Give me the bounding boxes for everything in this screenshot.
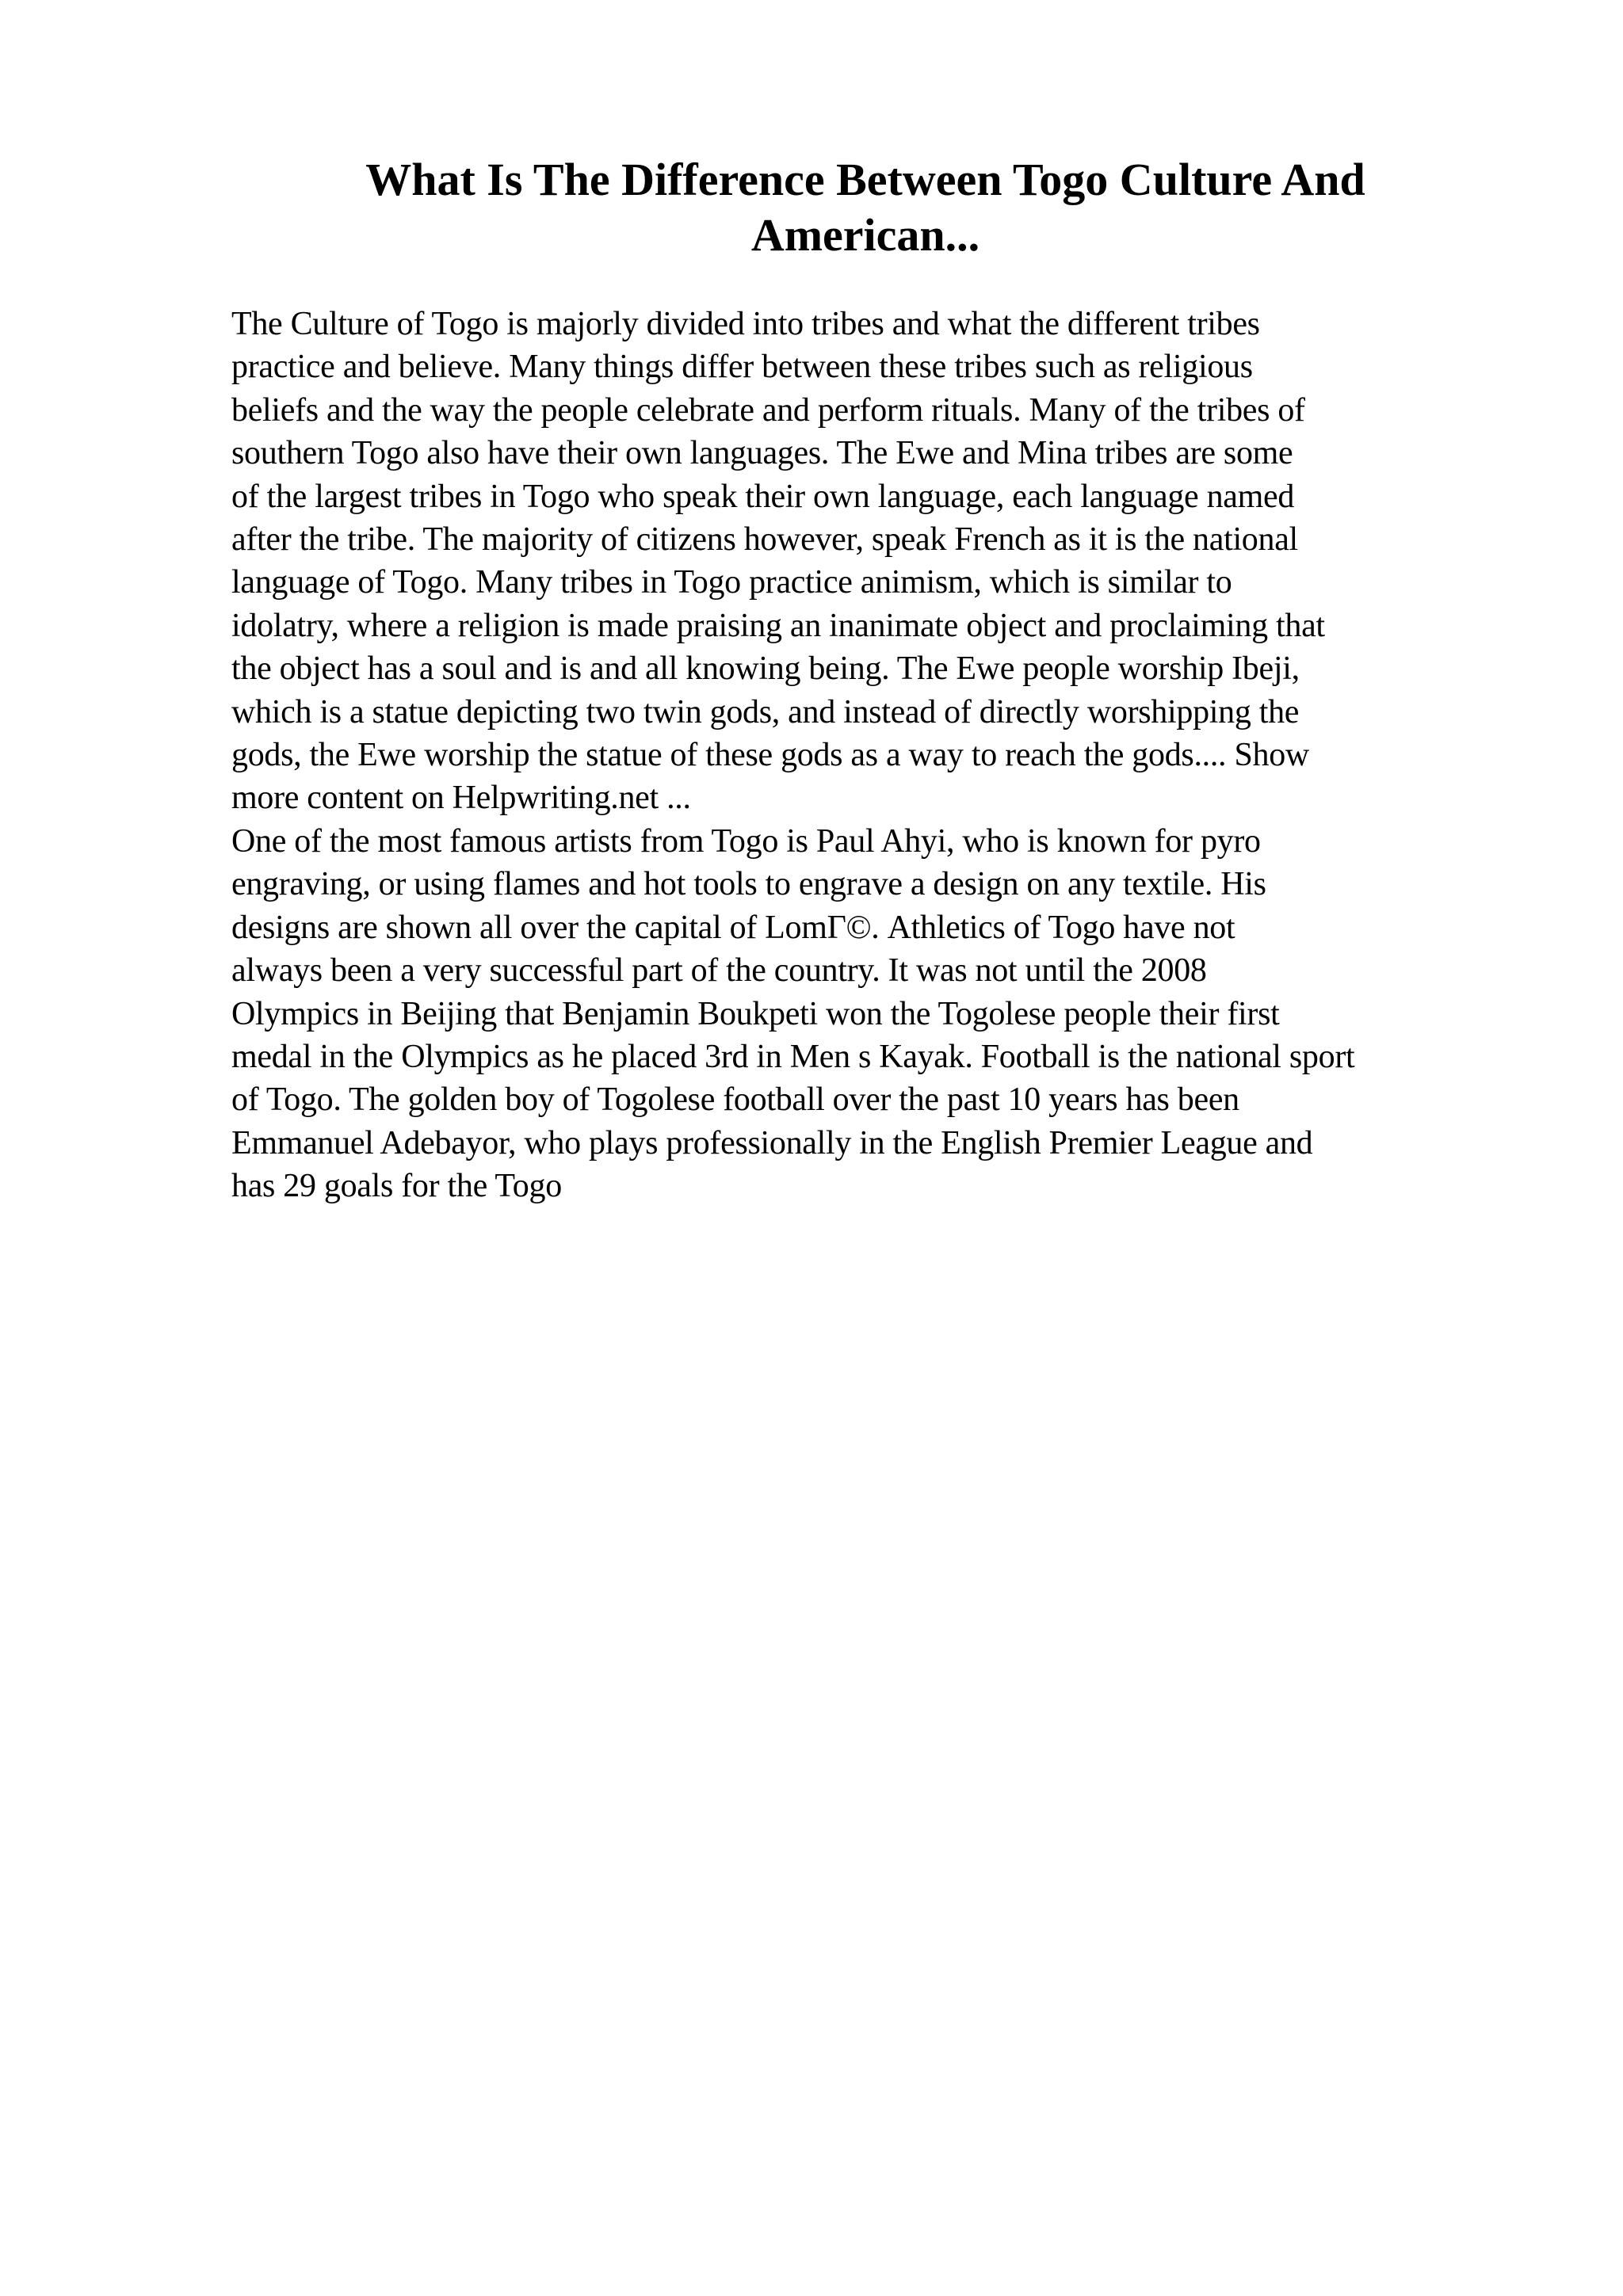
text-line: after the tribe. The majority of citizens however, speak French as it is the national bbox=[231, 521, 1298, 559]
text-line: designs are shown all over the capital of LomГ©. Athletics of Togo have not bbox=[231, 909, 1235, 946]
text-line: the object has a soul and is and all knowing being. The Ewe people worship Ibeji, bbox=[231, 650, 1300, 688]
text-line: beliefs and the way the people celebrate and perform rituals. Many of the tribes of bbox=[231, 391, 1305, 429]
text-line: language of Togo. Many tribes in Togo practice animism, which is similar to bbox=[231, 564, 1232, 601]
text-line: has 29 goals for the Togo bbox=[231, 1168, 562, 1205]
document-title bbox=[231, 152, 1499, 263]
text-line: southern Togo also have their own languages. The Ewe and Mina tribes are some bbox=[231, 435, 1293, 472]
paragraph-2 bbox=[231, 820, 1515, 1208]
text-line: medal in the Olympics as he placed 3rd in Men s Kayak. Football is the national sport bbox=[231, 1038, 1355, 1075]
text-line: of the largest tribes in Togo who speak their own language, each language named bbox=[231, 478, 1295, 515]
text-line: more content on Helpwriting.net ... bbox=[231, 780, 691, 817]
text-line: of Togo. The golden boy of Togolese football over the past 10 years has been bbox=[231, 1081, 1239, 1119]
text-line: idolatry, where a religion is made praising an inanimate object and proclaiming that bbox=[231, 607, 1325, 644]
text-line: practice and believe. Many things differ between these tribes such as religious bbox=[231, 349, 1253, 386]
text-line: engraving, or using flames and hot tools to engrave a design on any textile. His bbox=[231, 866, 1266, 903]
text-line: The Culture of Togo is majorly divided into tribes and what the different tribes bbox=[231, 306, 1260, 342]
title-line: What Is The Difference Between Togo Culture And bbox=[365, 154, 1365, 205]
paragraph-1 bbox=[231, 303, 1515, 820]
text-line: always been a very successful part of the country. It was not until the 2008 bbox=[231, 952, 1207, 990]
text-line: gods, the Ewe worship the statue of these gods as a way to reach the gods.... Show bbox=[231, 737, 1309, 774]
text-line: One of the most famous artists from Togo is Paul Ahyi, who is known for pyro bbox=[231, 822, 1261, 860]
text-line: which is a statue depicting two twin gods, and instead of directly worshipping the bbox=[231, 693, 1300, 730]
title-line: American... bbox=[750, 209, 980, 261]
document-body bbox=[231, 303, 1515, 1208]
text-line: Emmanuel Adebayor, who plays professionally in the English Premier League and bbox=[231, 1124, 1313, 1161]
text-line: Olympics in Beijing that Benjamin Boukpeti won the Togolese people their first bbox=[231, 995, 1280, 1032]
